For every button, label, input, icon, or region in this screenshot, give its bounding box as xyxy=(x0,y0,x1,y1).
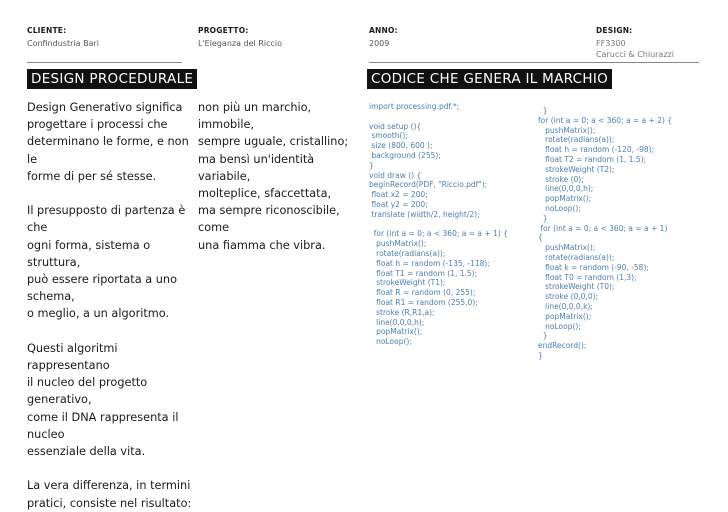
project-label: PROGETTO: xyxy=(198,26,249,35)
text-line: La vera differenza, in termini xyxy=(27,479,191,493)
text-line xyxy=(27,185,197,202)
text-line: può essere riportata a uno xyxy=(27,273,177,287)
text-line: il nucleo del progetto generativo, xyxy=(27,376,148,407)
year-value: 2009 xyxy=(369,39,390,48)
heading-codice: CODICE CHE GENERA IL MARCHIO xyxy=(367,69,612,89)
heading-design-procedurale: DESIGN PROCEDURALE xyxy=(27,69,197,89)
divider-left xyxy=(27,62,182,63)
code-block-1: import processing.pdf.*; void setup (){ smooth(); size (800, 600 ); background (255); } void draw () { beginRecord(PDF, "Riccio.pdf"); float x2 = 200; float y2 = 200; translate (width/2, height/2); for (int a = 0; a < 360; a = a + 1) { pushMatrix(); rotate(radians(a)); float h = random (-135, -118); float T1 = random (1, 1.5); strokeWeight (T1); float R = random (0, 255); float R1 = random (255,0); stroke (R,R1,a); line(0,0,0,h); popMatrix(); noLoop(); xyxy=(369,102,508,347)
text-line: una fiamma che vibra. xyxy=(198,238,326,252)
design-authors: Carucci & Chiurazzi xyxy=(596,50,674,59)
divider-right xyxy=(369,62,699,63)
text-line: pratici, consiste nel risultato: xyxy=(27,496,192,510)
text-line: ma sempre riconoscibile, come xyxy=(198,204,340,235)
text-line xyxy=(27,460,197,477)
text-line: Il presupposto di partenza è che xyxy=(27,204,186,235)
design-label: DESIGN: xyxy=(596,26,633,35)
body-text-column-1 xyxy=(27,99,197,512)
code-block-2: } for (int a = 0; a < 360; a = a + 2) { pushMatrix(); rotate(radians(a)); float h = random (-120, -98); float T2 = random (1, 1.5); strokeWeight (T2); stroke (0); line(0,0,0,h); popMatrix(); noLoop(); } for (int a = 0; a < 360; a = a + 1) { pushMatrix(); rotate(radians(a)); float k = random (-90, -58); float T0 = random (1,3); strokeWeight (T0); stroke (0,0,0); line(0,0,0,k); popMatrix(); noLoop(); } endRecord(); } xyxy=(538,106,673,360)
text-line: Design Generativo significa xyxy=(27,101,183,114)
text-line: come il DNA rappresenta il nucleo xyxy=(27,410,179,441)
text-line xyxy=(27,323,197,340)
text-line: forme di per sé stesse. xyxy=(27,169,157,183)
text-line: o meglio, a un algoritmo. xyxy=(27,307,170,321)
body-text-column-2 xyxy=(198,99,368,254)
text-line: Questi algoritmi rappresentano xyxy=(27,341,118,373)
text-line: ma bensì un'identità variabile, xyxy=(198,152,315,183)
text-line: molteplice, sfaccettata, xyxy=(198,187,332,201)
text-line: schema, xyxy=(27,290,75,304)
design-color-code: FF3300 xyxy=(596,39,626,48)
text-line: ogni forma, sistema o struttura, xyxy=(27,238,151,269)
client-value: Confindustria Bari xyxy=(27,39,99,48)
client-label: CLIENTE: xyxy=(27,26,67,35)
text-line: non più un marchio, immobile, xyxy=(198,101,312,132)
year-label: ANNO: xyxy=(369,26,398,35)
text-line: sempre uguale, cristallino; xyxy=(198,135,349,149)
text-line: progettare i processi che xyxy=(27,118,168,132)
project-value: L'Eleganza del Riccio xyxy=(198,39,283,48)
text-line: determinano le forme, e non le xyxy=(27,135,189,166)
text-line: essenziale della vita. xyxy=(27,445,146,459)
